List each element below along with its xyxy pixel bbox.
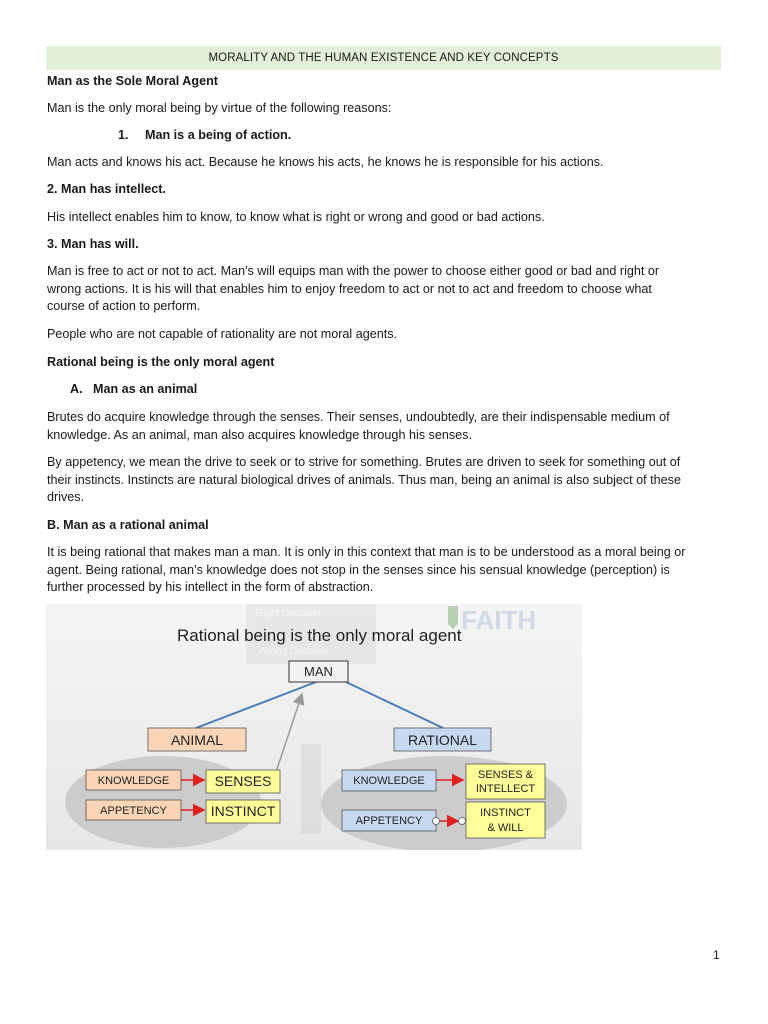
instinct-label: INSTINCT bbox=[210, 803, 276, 819]
animal-knowledge-label: KNOWLEDGE bbox=[97, 775, 170, 787]
rational-knowledge-label: KNOWLEDGE bbox=[353, 775, 425, 787]
section-a-label: Man as an animal bbox=[93, 382, 198, 396]
text-line: By appetency, we mean the drive to seek or to strive for something. Brutes are driven to seek for something out of bbox=[47, 455, 681, 469]
animal-appetency-label: APPETENCY bbox=[100, 805, 167, 817]
logo-text: FAITH bbox=[461, 605, 537, 635]
page-number: 1 bbox=[713, 948, 720, 962]
section-a-paragraph-1 bbox=[47, 409, 727, 444]
reason-1-heading bbox=[118, 127, 768, 145]
document-title: MORALITY AND THE HUMAN EXISTENCE AND KEY CONCEPTS bbox=[46, 46, 721, 70]
text-line: Man is free to act or not to act. Man's will equips man with the power to choose either good or bad and right or bbox=[47, 264, 660, 278]
rational-label: RATIONAL bbox=[408, 732, 477, 748]
reason-2-heading: 2. Man has intellect. bbox=[47, 182, 166, 196]
man-label: MAN bbox=[304, 664, 333, 679]
intro-paragraph: Man is the only moral being by virtue of the following reasons: bbox=[47, 101, 392, 115]
section-b-paragraph bbox=[47, 544, 727, 597]
senses-label: SENSES bbox=[214, 773, 272, 789]
sign-text-wrong: Wrong Decision bbox=[258, 646, 329, 657]
text-line: further processed by his intellect in the form of abstraction. bbox=[47, 580, 374, 594]
reason-1-number: 1. bbox=[118, 128, 129, 142]
text-line: drives. bbox=[47, 490, 85, 504]
section-a-heading bbox=[70, 381, 750, 399]
heading-rational-only: Rational being is the only moral agent bbox=[47, 355, 275, 369]
will-connector-dot bbox=[459, 818, 466, 825]
text-line: agent. Being rational, man’s knowledge does not stop in the senses since his sensual knowledge (perception) is bbox=[47, 562, 670, 577]
reason-3-paragraph bbox=[47, 263, 727, 316]
section-b-heading: B. Man as a rational animal bbox=[47, 518, 209, 532]
heading-sole-moral-agent: Man as the Sole Moral Agent bbox=[47, 74, 218, 88]
section-a-letter: A. bbox=[70, 382, 83, 396]
instinct-will-line-2: & WILL bbox=[487, 822, 524, 834]
text-line: course of action to perform. bbox=[47, 299, 201, 313]
diagram-title: Rational being is the only moral agent bbox=[177, 626, 462, 645]
text-line: their instincts. Instincts are natural biological drives of animals. Thus man, being an animal is also subject of these bbox=[47, 472, 681, 487]
reason-1-label: Man is a being of action. bbox=[145, 128, 292, 142]
senses-intellect-line-1: SENSES & bbox=[477, 769, 534, 781]
rationality-note: People who are not capable of rationality are not moral agents. bbox=[47, 327, 398, 341]
reason-3-heading: 3. Man has will. bbox=[47, 237, 139, 251]
text-line: knowledge. As an animal, man also acquires knowledge through his senses. bbox=[47, 427, 472, 442]
text-line: wrong actions. It is his will that enables him to enjoy freedom to act or not to act and freedom to choose what bbox=[47, 281, 652, 296]
moral-agent-diagram bbox=[46, 604, 582, 850]
instinct-will-line-1: INSTINCT bbox=[480, 807, 531, 819]
sign-text-right: Right Decision bbox=[256, 608, 321, 619]
text-line: It is being rational that makes man a man. It is only in this context that man is to be understood as a moral being or bbox=[47, 545, 686, 559]
reason-2-text: His intellect enables him to know, to know what is right or wrong and good or bad actions. bbox=[47, 210, 545, 224]
reason-1-text: Man acts and knows his act. Because he knows his acts, he knows he is responsible for his actions. bbox=[47, 155, 604, 169]
rational-appetency-label: APPETENCY bbox=[355, 815, 423, 827]
animal-label: ANIMAL bbox=[170, 732, 224, 748]
text-line: Brutes do acquire knowledge through the senses. Their senses, undoubtedly, are their indispensable medium of bbox=[47, 410, 670, 424]
appetency-connector-dot bbox=[433, 818, 440, 825]
senses-intellect-line-2: INTELLECT bbox=[475, 783, 536, 795]
section-a-paragraph-2 bbox=[47, 454, 727, 507]
